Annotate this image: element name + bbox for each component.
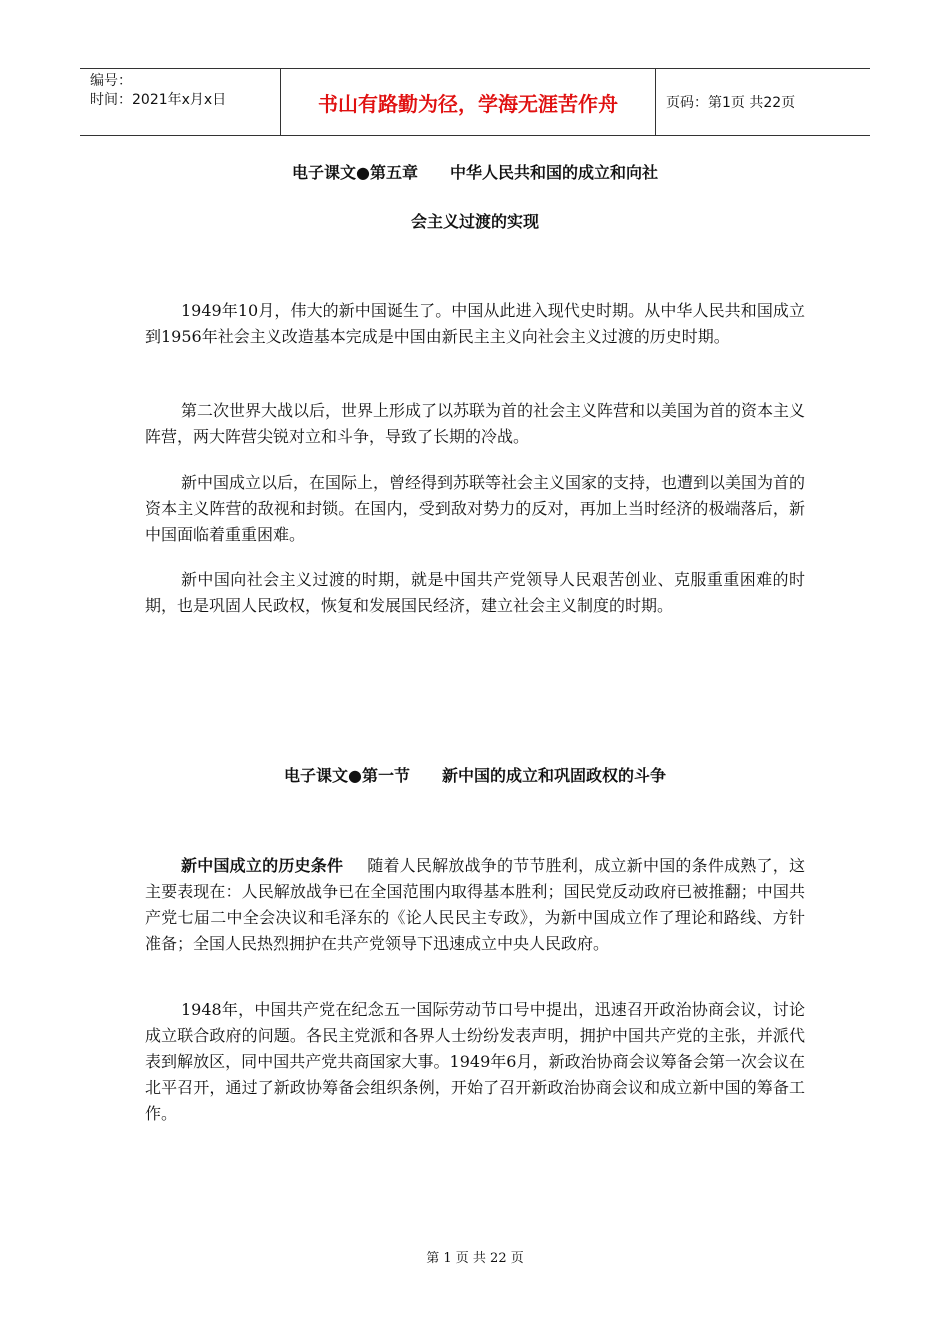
header-meta-cell — [80, 69, 281, 135]
header-page-info: 页码：第1页 共22页 — [666, 95, 796, 111]
chapter-title-line1: 电子课文●第五章 中华人民共和国的成立和向社 — [292, 163, 658, 182]
chapter-paragraph-3: 新中国成立以后，在国际上，曾经得到苏联等社会主义国家的支持，也遭到以美国为首的资本主义阵营的敌视和封锁。在国内，受到敌对势力的反对，再加上当时经济的极端落后，新中国面临着重重困难。 — [145, 473, 806, 544]
section-paragraph-2: 1948年，中国共产党在纪念五一国际劳动节口号中提出，迅速召开政治协商会议，讨论成立联合政府的问题。各民主党派和各界人士纷纷发表声明，拥护中国共产党的主张，并派代表到解放区，同中国共产党共商国家大事。1949年6月，新政治协商会议筹备会第一次会议在北平召开，通过了新政协筹备会组织条例，开始了召开新政治协商会议和成立新中国的筹备工作。 — [145, 1000, 805, 1123]
chapter-paragraph-1: 1949年10月，伟大的新中国诞生了。中国从此进入现代史时期。从中华人民共和国成立到1956年社会主义改造基本完成是中国由新民主主义向社会主义过渡的历史时期。 — [145, 301, 805, 346]
section-title: 电子课文●第一节 新中国的成立和巩固政权的斗争 — [284, 766, 666, 785]
section-lead-heading: 新中国成立的历史条件 — [181, 856, 344, 875]
document-number-label: 编号： — [90, 73, 132, 89]
document-time-label: 时间：2021年x月x日 — [90, 92, 227, 108]
page-footer: 第 1 页 共 22 页 — [426, 1251, 524, 1266]
section-lead-text: 随着人民解放战争的节节胜利，成立新中国的条件成熟了，这主要表现在：人民解放战争已在全国范围内取得基本胜利；国民党反动政府已被推翻；中国共产党七届二中全会决议和毛泽东的《论人民民主专政》，为新中国成立作了理论和路线、方针准备；全国人民热烈拥护在共产党领导下迅速成立中央人民政府。 — [145, 856, 805, 953]
chapter-title-line2: 会主义过渡的实现 — [410, 212, 539, 231]
section-lead-paragraph — [145, 853, 805, 957]
header-motto: 书山有路勤为径，学海无涯苦作舟 — [281, 69, 656, 135]
chapter-paragraph-2: 第二次世界大战以后，世界上形成了以苏联为首的社会主义阵营和以美国为首的资本主义阵营，两大阵营尖锐对立和斗争，导致了长期的冷战。 — [145, 401, 806, 446]
chapter-paragraph-4: 新中国向社会主义过渡的时期，就是中国共产党领导人民艰苦创业、克服重重困难的时期，也是巩固人民政权，恢复和发展国民经济，建立社会主义制度的时期。 — [145, 570, 805, 615]
header-table — [80, 68, 870, 136]
